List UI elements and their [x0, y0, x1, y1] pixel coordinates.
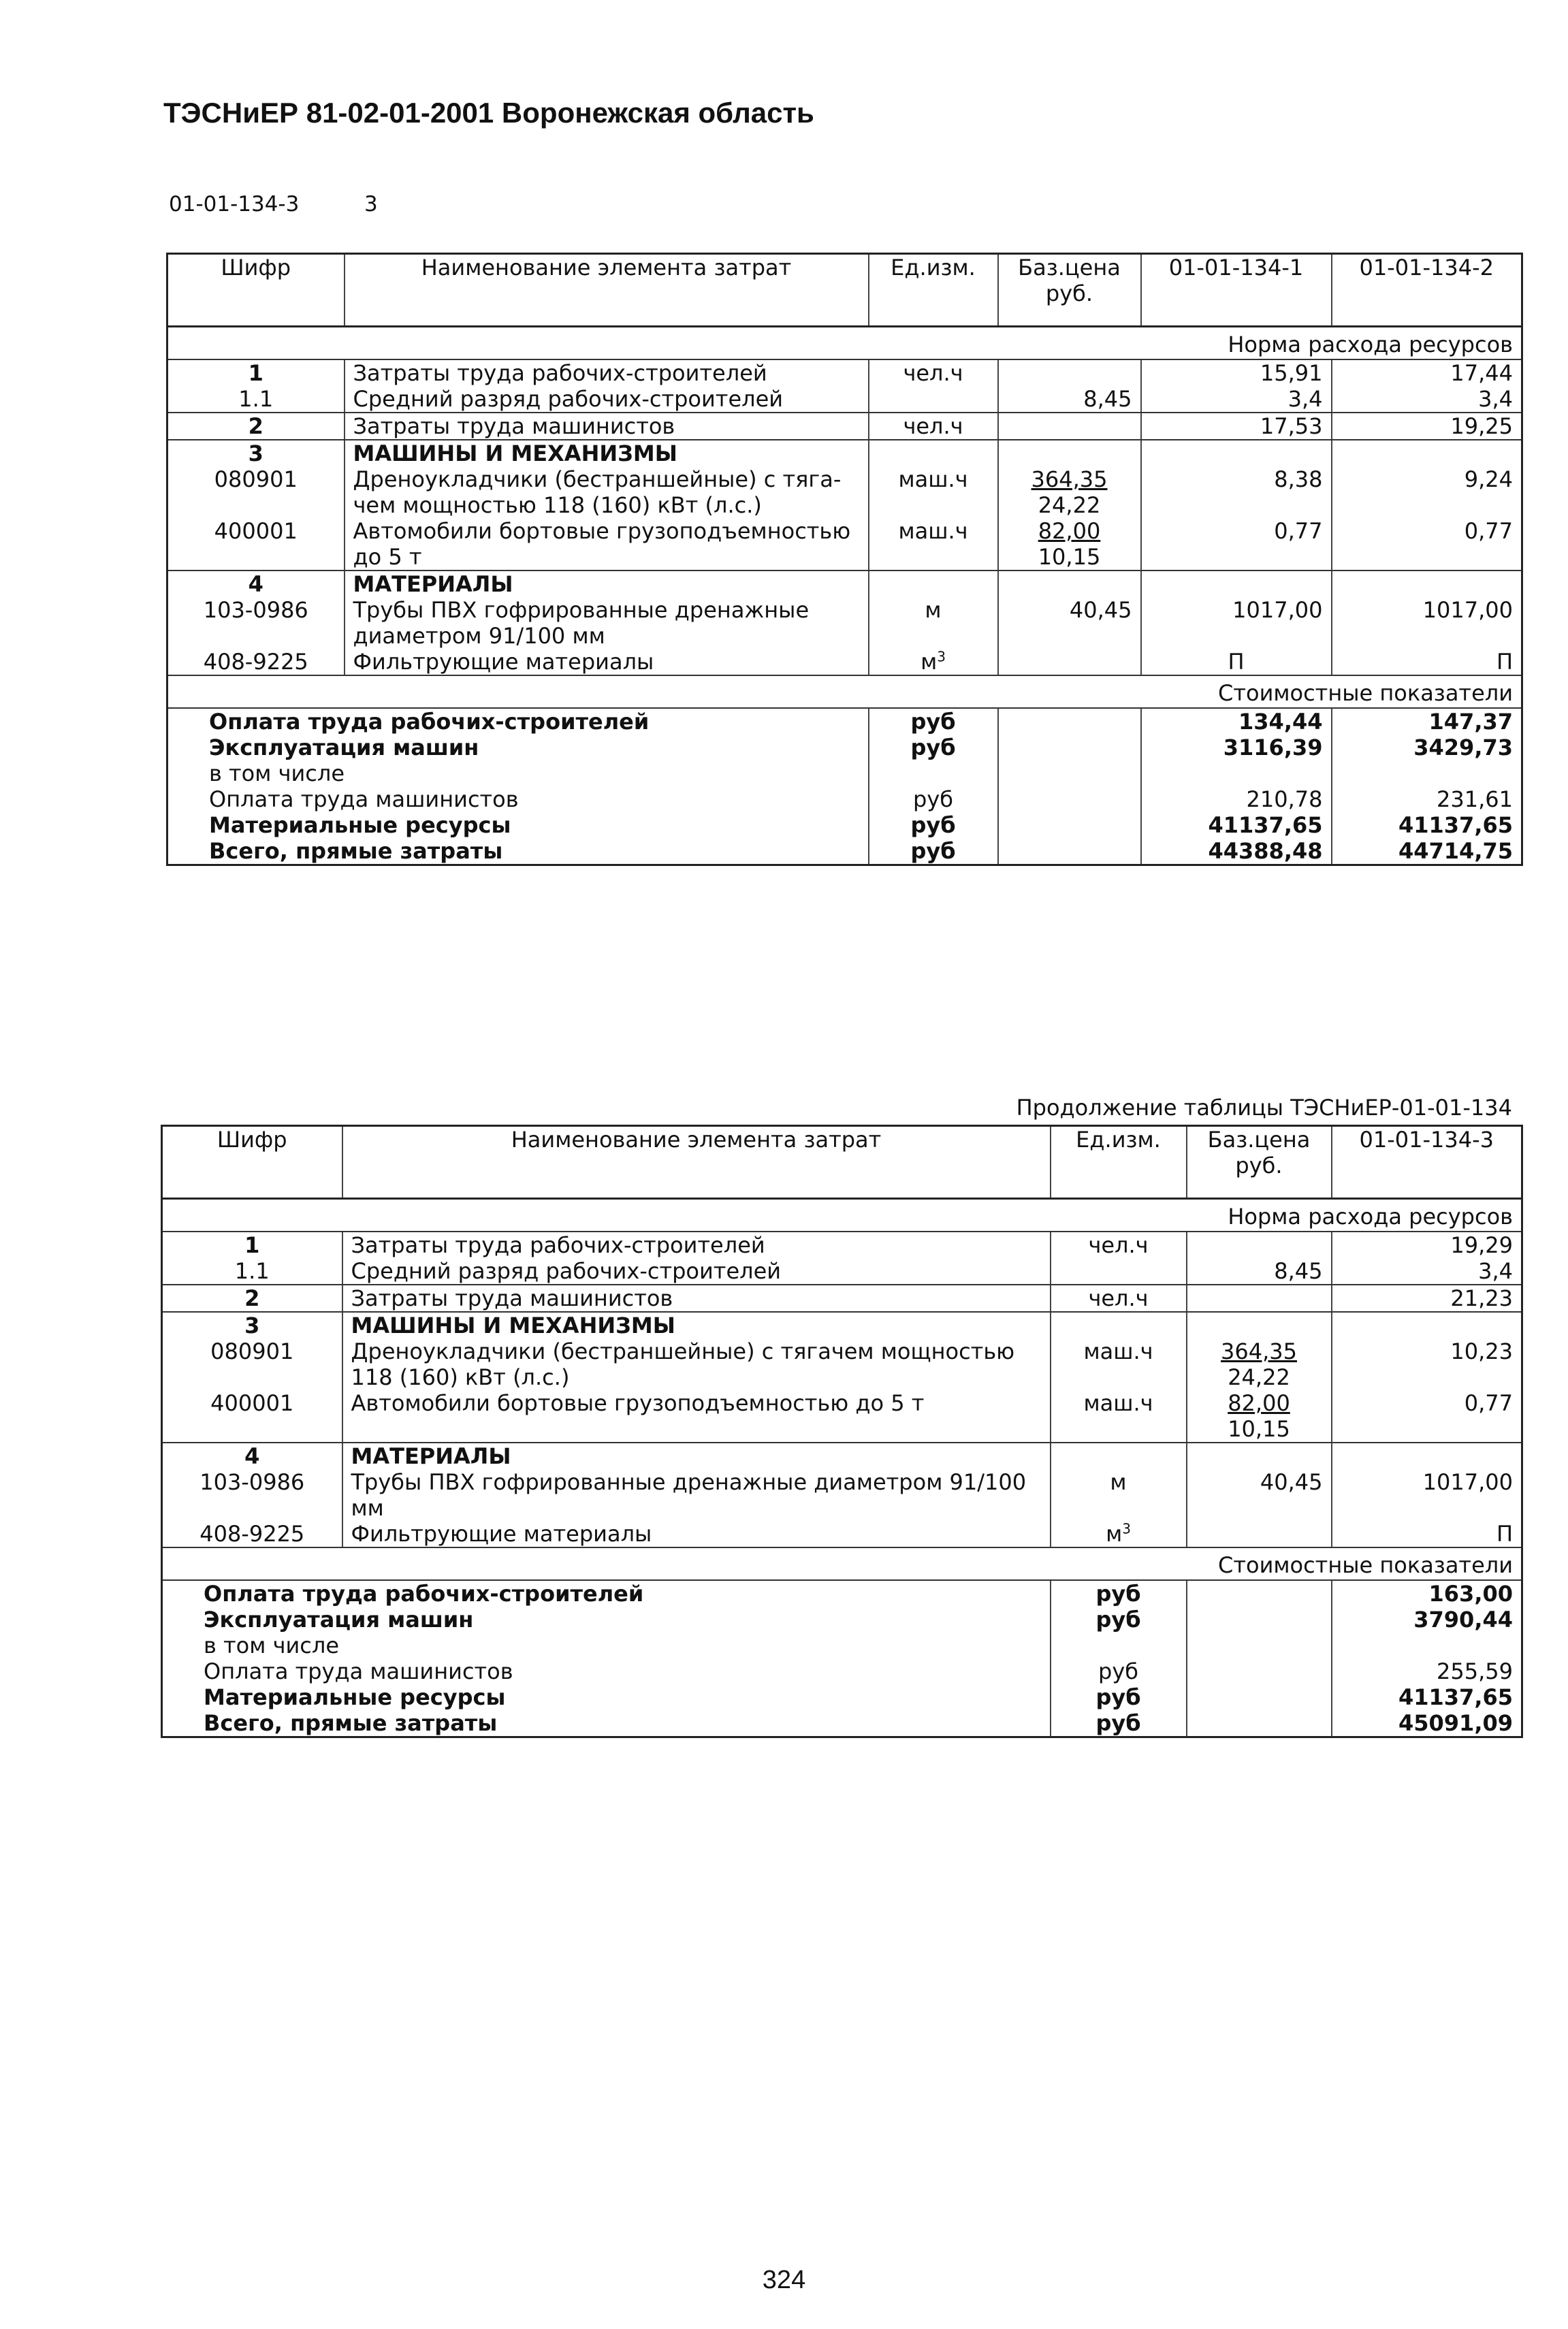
column-header-name: Наименование элемента затрат: [345, 254, 869, 327]
row-unit: маш.ч: [869, 466, 998, 518]
cost-label: Материальные ресурсы: [209, 812, 511, 838]
cost-unit: руб: [869, 708, 998, 735]
row-unit: м: [1051, 1469, 1187, 1521]
price-labor: 24,22: [1228, 1364, 1290, 1390]
row-value-2: 0,77: [1332, 518, 1522, 571]
row-name: Трубы ПВХ гофрированные дренажные диаметром 91/100 мм: [342, 1469, 1051, 1521]
table-row: [167, 413, 1522, 440]
row-value-2: 3,4: [1332, 386, 1522, 413]
row-price: [1187, 1338, 1332, 1390]
cost-row: [167, 812, 1522, 838]
row-value-1: 0,77: [1141, 518, 1332, 571]
cost-unit: руб: [1051, 1658, 1187, 1684]
row-value-1: 3,4: [1141, 386, 1332, 413]
row-code: 080901: [214, 466, 298, 492]
cost-label: Всего, прямые затраты: [209, 838, 503, 864]
price-total: 364,35: [1031, 466, 1108, 492]
row-price: 40,45: [1187, 1469, 1332, 1521]
section-code: 3: [244, 1313, 260, 1338]
cost-label: Всего, прямые затраты: [204, 1710, 498, 1736]
table-row: [162, 1469, 1522, 1521]
section-row: [167, 440, 1522, 466]
row-unit: чел.ч: [1051, 1285, 1187, 1312]
table-row: [162, 1285, 1522, 1312]
cost-label: Оплата труда машинистов: [204, 1658, 513, 1684]
cost-unit: руб: [1051, 1710, 1187, 1737]
row-value-2: П: [1332, 649, 1522, 675]
section-code: 01-01-134-3: [169, 192, 300, 216]
row-unit: маш.ч: [1051, 1338, 1187, 1390]
section-code: 3: [248, 440, 263, 466]
cost-header-row: [162, 1547, 1522, 1580]
cost-value-3: 163,00: [1332, 1580, 1522, 1607]
price-total: 82,00: [1038, 518, 1101, 544]
row-value-2: 17,44: [1332, 359, 1522, 386]
cost-unit: руб: [1051, 1684, 1187, 1710]
cost-value-2: 3429,73: [1332, 735, 1522, 760]
table-row: [162, 1521, 1522, 1547]
cost-value-2: 147,37: [1332, 708, 1522, 735]
row-price: [1187, 1390, 1332, 1443]
row-unit: [869, 386, 998, 413]
cost-label: Оплата труда рабочих-строителей: [209, 709, 650, 735]
column-header-01-01-134-3: 01-01-134-3: [1332, 1126, 1522, 1199]
row-name: Затраты труда рабочих-строителей: [345, 359, 869, 386]
row-value-1: П: [1141, 649, 1332, 675]
cost-row: [162, 1633, 1522, 1658]
row-name: Затраты труда машинистов: [342, 1285, 1051, 1312]
cost-row: [167, 786, 1522, 812]
row-value-2: 9,24: [1332, 466, 1522, 518]
row-code: 400001: [167, 518, 345, 571]
row-value-3: 3,4: [1332, 1258, 1522, 1285]
row-value-1: 1017,00: [1141, 597, 1332, 649]
section-code: 4: [244, 1443, 260, 1469]
row-name: Дреноукладчики (бестраншейные) с тяга-чем мощностью 118 (160) кВт (л.с.): [345, 466, 869, 518]
row-unit: м: [869, 597, 998, 649]
resource-table-1: [166, 253, 1523, 866]
cost-header-row: [167, 675, 1522, 708]
row-name: Дреноукладчики (бестраншейные) с тягачем мощностью 118 (160) кВт (л.с.): [342, 1338, 1051, 1390]
section-code: 4: [248, 571, 263, 597]
resource-table-2: [161, 1125, 1523, 1738]
cost-value-1: 134,44: [1141, 708, 1332, 735]
row-name: Средний разряд рабочих-строителей: [345, 386, 869, 413]
cost-value-1: 3116,39: [1141, 735, 1332, 760]
cost-row: [162, 1684, 1522, 1710]
row-price: 40,45: [998, 597, 1141, 649]
price-labor: 24,22: [1038, 492, 1101, 518]
row-price: 8,45: [998, 386, 1141, 413]
row-code: 2: [162, 1285, 342, 1312]
cost-row: [167, 708, 1522, 735]
cost-unit: руб: [869, 812, 998, 838]
cost-value-3: 41137,65: [1332, 1684, 1522, 1710]
row-price: [998, 518, 1141, 571]
row-value-3: 10,23: [1332, 1338, 1522, 1390]
row-code: 1.1: [167, 386, 345, 413]
norm-header-row: [162, 1199, 1522, 1232]
row-price: 8,45: [1187, 1258, 1332, 1285]
row-unit: $м^3$: [869, 649, 998, 675]
cost-unit: руб: [869, 735, 998, 760]
row-value-1: 15,91: [1141, 359, 1332, 386]
table-row: [167, 386, 1522, 413]
row-name: Затраты труда рабочих-строителей: [342, 1232, 1051, 1258]
table-row: [167, 597, 1522, 649]
section-row: [162, 1443, 1522, 1469]
column-header-01-01-134-1: 01-01-134-1: [1141, 254, 1332, 327]
cost-unit: руб: [869, 786, 998, 812]
cost-label: Материальные ресурсы: [204, 1684, 506, 1710]
row-price: [1187, 1521, 1332, 1547]
cost-value-3: 45091,09: [1332, 1710, 1522, 1737]
norm-header: Норма расхода ресурсов: [167, 327, 1522, 360]
cost-value-3: 255,59: [1332, 1658, 1522, 1684]
row-code: 2: [167, 413, 345, 440]
cost-label: Оплата труда рабочих-строителей: [204, 1581, 644, 1607]
table-row: [162, 1232, 1522, 1258]
cost-unit: руб: [1051, 1580, 1187, 1607]
row-value-3: 0,77: [1332, 1390, 1522, 1443]
row-value-3: П: [1332, 1521, 1522, 1547]
row-unit: чел.ч: [869, 359, 998, 386]
cost-row: [162, 1710, 1522, 1737]
price-labor: 10,15: [1228, 1416, 1290, 1442]
table-header-row: [162, 1126, 1522, 1199]
price-total: 82,00: [1228, 1390, 1290, 1416]
section-row: [167, 571, 1522, 597]
cost-value-2: 231,61: [1332, 786, 1522, 812]
cost-row: [167, 735, 1522, 760]
row-name: Фильтрующие материалы: [342, 1521, 1051, 1547]
table-row: [167, 466, 1522, 518]
row-price: [998, 466, 1141, 518]
row-price: [998, 649, 1141, 675]
row-unit: маш.ч: [1051, 1390, 1187, 1443]
row-name: Трубы ПВХ гофрированные дренажные диаметром 91/100 мм: [345, 597, 869, 649]
row-name: Автомобили бортовые грузоподъемностью до 5 т: [342, 1390, 1051, 1443]
row-name: Автомобили бортовые грузоподъемностью до 5 т: [345, 518, 869, 571]
column-header-unit: Ед.изм.: [1051, 1126, 1187, 1199]
row-name: Затраты труда машинистов: [345, 413, 869, 440]
section-title: МАТЕРИАЛЫ: [342, 1443, 1051, 1469]
cost-row: [162, 1607, 1522, 1633]
column-header-base-price: Баз.цена руб.: [1187, 1126, 1332, 1199]
cost-header: Стоимостные показатели: [167, 675, 1522, 708]
cost-unit: руб: [1051, 1607, 1187, 1633]
row-code: 103-0986: [203, 597, 308, 623]
row-name: Фильтрующие материалы: [345, 649, 869, 675]
column-header-unit: Ед.изм.: [869, 254, 998, 327]
cost-label: в том числе: [204, 1633, 339, 1658]
document-title: ТЭСНиЕР 81-02-01-2001 Воронежская область: [163, 97, 814, 129]
section-row: [162, 1312, 1522, 1338]
table-row: [167, 359, 1522, 386]
table-row: [162, 1390, 1522, 1443]
row-code: 1.1: [162, 1258, 342, 1285]
cost-row: [167, 760, 1522, 786]
row-code: 400001: [162, 1390, 342, 1443]
row-value-3: 21,23: [1332, 1285, 1522, 1312]
row-name: Средний разряд рабочих-строителей: [342, 1258, 1051, 1285]
page-number: 324: [762, 2266, 806, 2294]
table-row: [167, 649, 1522, 675]
cost-label: Оплата труда машинистов: [209, 786, 519, 812]
row-code: 408-9225: [162, 1521, 342, 1547]
cost-unit: руб: [869, 838, 998, 865]
column-header-base-price: Баз.цена руб.: [998, 254, 1141, 327]
table-row: [162, 1258, 1522, 1285]
row-unit: маш.ч: [869, 518, 998, 571]
row-code: 1: [244, 1232, 260, 1258]
row-code: 103-0986: [199, 1469, 305, 1495]
price-labor: 10,15: [1038, 544, 1101, 570]
cost-value-2: 41137,65: [1332, 812, 1522, 838]
row-value-3: 19,29: [1332, 1232, 1522, 1258]
cost-header: Стоимостные показатели: [162, 1547, 1522, 1580]
row-unit: $м^3$: [1051, 1521, 1187, 1547]
column-header-cipher: Шифр: [162, 1126, 342, 1199]
norm-header-row: [167, 327, 1522, 360]
row-price: [998, 413, 1141, 440]
cost-row: [167, 838, 1522, 865]
row-unit: [1051, 1258, 1187, 1285]
row-value-1: 17,53: [1141, 413, 1332, 440]
table-row: [167, 518, 1522, 571]
row-value-2: 19,25: [1332, 413, 1522, 440]
cost-value-1: 44388,48: [1141, 838, 1332, 865]
cost-label: Эксплуатация машин: [204, 1607, 474, 1633]
row-value-2: 1017,00: [1332, 597, 1522, 649]
cost-row: [162, 1658, 1522, 1684]
norm-header: Норма расхода ресурсов: [162, 1199, 1522, 1232]
price-total: 364,35: [1221, 1338, 1297, 1364]
cost-label: в том числе: [209, 760, 345, 786]
row-code: 080901: [210, 1338, 294, 1364]
table-row: [162, 1338, 1522, 1390]
cost-value-3: 3790,44: [1332, 1607, 1522, 1633]
row-code: 408-9225: [167, 649, 345, 675]
row-unit: чел.ч: [869, 413, 998, 440]
section-title: МАШИНЫ И МЕХАНИЗМЫ: [342, 1312, 1051, 1338]
row-value-1: 8,38: [1141, 466, 1332, 518]
continuation-title: Продолжение таблицы ТЭСНиЕР-01-01-134: [1016, 1095, 1512, 1121]
column-header-name: Наименование элемента затрат: [342, 1126, 1051, 1199]
cost-value-1: 41137,65: [1141, 812, 1332, 838]
row-unit: чел.ч: [1051, 1232, 1187, 1258]
cost-row: [162, 1580, 1522, 1607]
row-price: [1187, 1232, 1332, 1258]
section-title: МАТЕРИАЛЫ: [345, 571, 869, 597]
row-value-3: 1017,00: [1332, 1469, 1522, 1521]
row-price: [1187, 1285, 1332, 1312]
cost-value-1: 210,78: [1141, 786, 1332, 812]
row-price: [998, 359, 1141, 386]
cost-label: Эксплуатация машин: [209, 735, 479, 760]
column-header-cipher: Шифр: [167, 254, 345, 327]
cost-value-2: 44714,75: [1332, 838, 1522, 865]
section-number: 3: [364, 192, 378, 216]
row-code: 1: [248, 360, 263, 386]
column-header-01-01-134-2: 01-01-134-2: [1332, 254, 1522, 327]
table-header-row: [167, 254, 1522, 327]
section-title: МАШИНЫ И МЕХАНИЗМЫ: [345, 440, 869, 466]
